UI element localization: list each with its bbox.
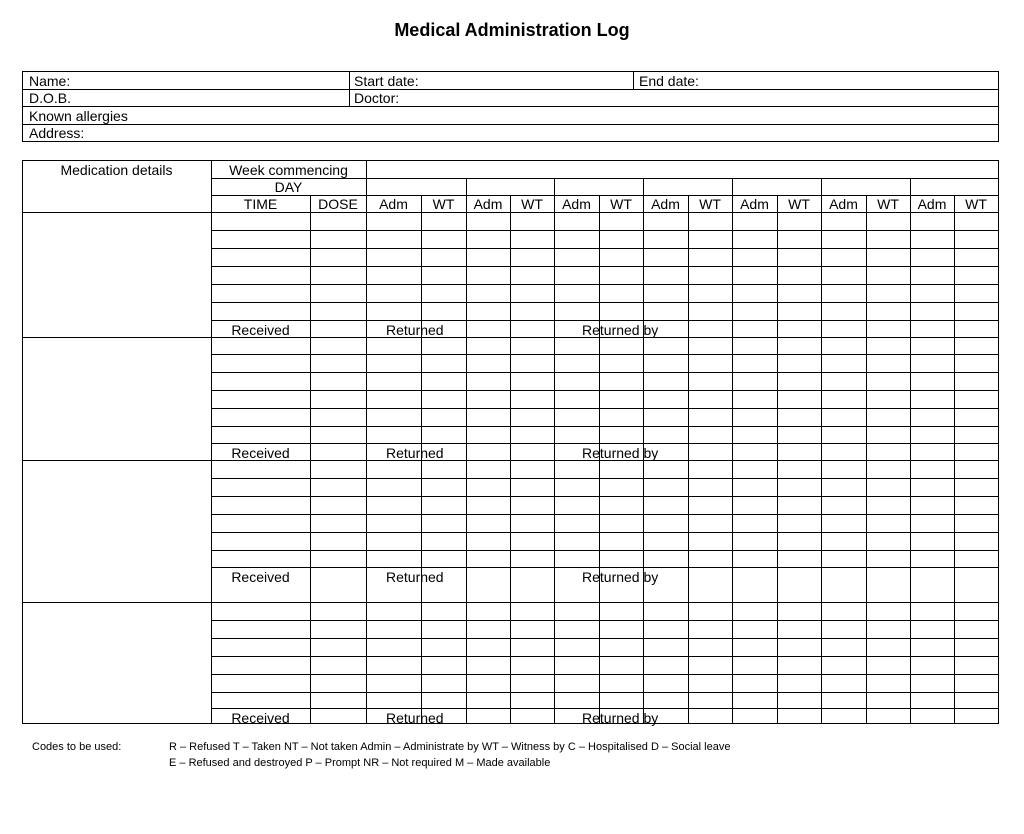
start-date-label: Start date: — [354, 73, 419, 89]
returned-by-label: Returned by — [582, 569, 659, 585]
page-title: Medical Administration Log — [394, 20, 630, 40]
wt-header: WT — [699, 196, 721, 212]
codes-heading: Codes to be used: — [32, 741, 122, 753]
returned-label: Returned — [386, 322, 444, 338]
address-label: Address: — [29, 125, 85, 141]
returned-label: Returned — [386, 569, 444, 585]
dob-label: D.O.B. — [29, 90, 72, 106]
returned-by-label: Returned by — [582, 445, 659, 461]
wt-header: WT — [432, 196, 455, 212]
doctor-label: Doctor: — [354, 90, 400, 106]
received-label: Received — [231, 445, 290, 461]
returned-label: Returned — [386, 445, 444, 461]
adm-header: Adm — [379, 196, 408, 212]
codes-line-2: E – Refused and destroyed P – Prompt NR – Not required M – Made available — [169, 757, 551, 769]
adm-header: Adm — [473, 196, 503, 212]
received-label: Received — [231, 569, 290, 585]
adm-header: Adm — [917, 196, 947, 212]
adm-header: Adm — [829, 196, 858, 212]
returned-label: Returned — [386, 710, 444, 726]
wt-header: WT — [610, 196, 632, 212]
adm-header: Adm — [740, 196, 769, 212]
received-label: Received — [231, 710, 290, 726]
name-label: Name: — [29, 73, 71, 89]
returned-by-label: Returned by — [582, 710, 659, 726]
wt-header: WT — [965, 196, 987, 212]
received-label: Received — [231, 322, 290, 338]
wt-header: WT — [521, 196, 543, 212]
time-header: TIME — [243, 196, 278, 212]
day-label: DAY — [274, 179, 303, 195]
returned-by-label: Returned by — [582, 322, 659, 338]
wt-header: WT — [788, 196, 810, 212]
adm-header: Adm — [562, 196, 591, 212]
codes-line-1: R – Refused T – Taken NT – Not taken Admin – Administrate by WT – Witness by C – Hospitalised D – Social leave — [169, 741, 731, 753]
medication-details-header: Medication details — [60, 162, 173, 178]
end-date-label: End date: — [639, 73, 699, 89]
wt-header: WT — [877, 196, 899, 212]
adm-header: Adm — [651, 196, 680, 212]
week-commencing-label: Week commencing — [229, 162, 348, 178]
known-allergies-label: Known allergies — [29, 108, 128, 124]
dose-header: DOSE — [318, 196, 358, 212]
